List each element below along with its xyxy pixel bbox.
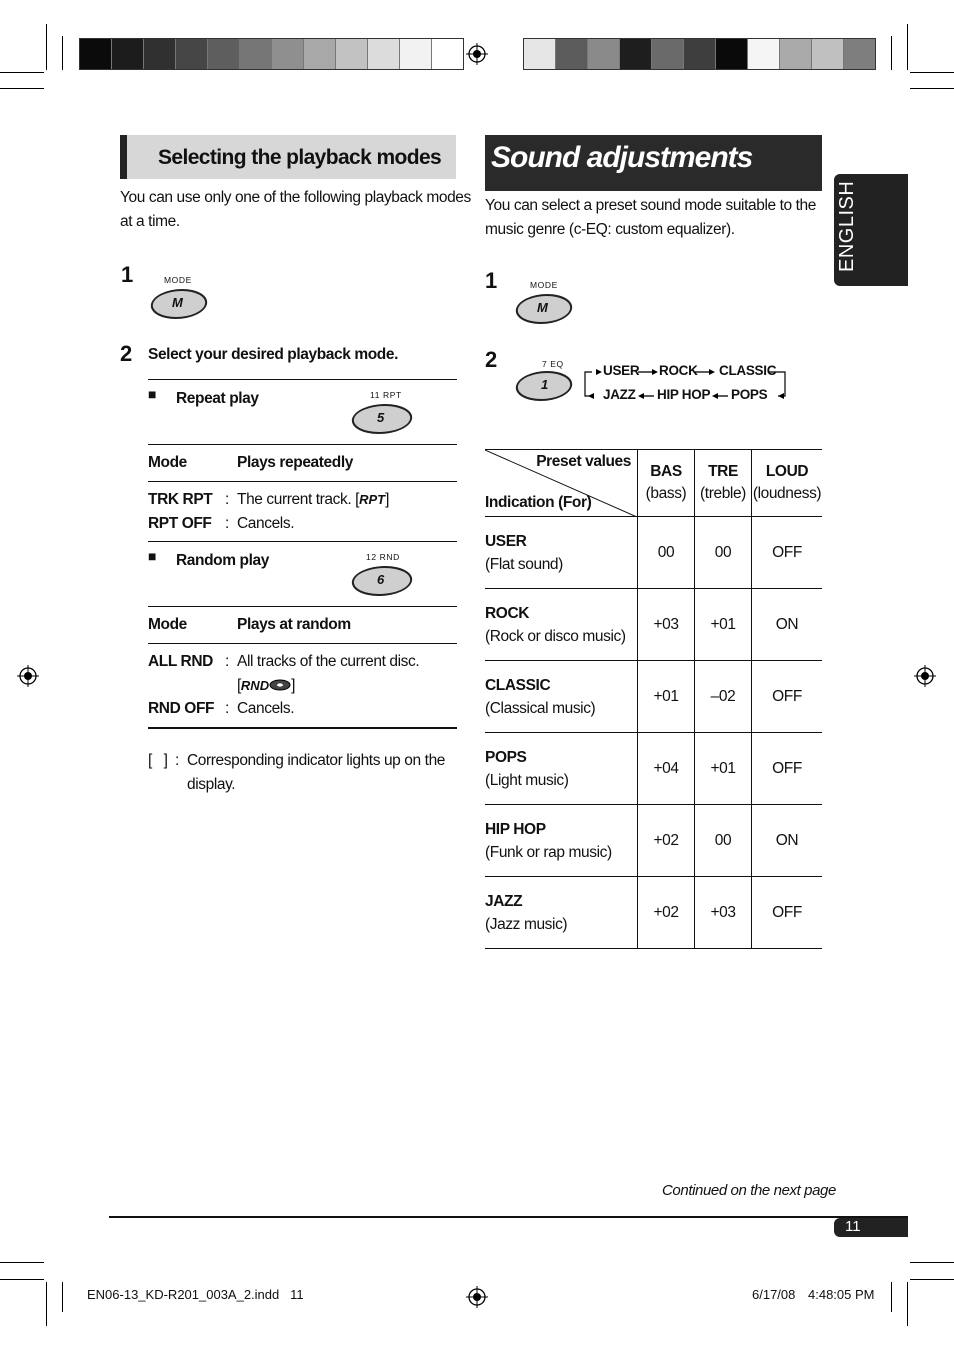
bas-value: +04 [638,733,695,805]
table-row [485,517,822,589]
mode-name: TRK RPT [148,491,213,508]
step-number: 1 [485,268,498,293]
button-caption: 11 RPT [370,390,402,400]
column-header: Plays at random [237,616,351,633]
mode-desc: Cancels. [237,515,295,532]
button-caption: 12 RND [366,552,400,562]
mode-desc: The current track. [RPT] [237,491,389,508]
color-swatch [524,39,556,69]
note-text: Corresponding indicator lights up on the display. [187,752,446,793]
page-number: 11 [845,1218,861,1235]
color-swatch [240,39,272,69]
color-swatch [716,39,748,69]
table-row [485,805,822,877]
button-caption: 7 EQ [542,359,564,369]
preset-name-cell: USER (Flat sound) [485,517,638,589]
color-swatch [812,39,844,69]
color-swatch [144,39,176,69]
tre-value: 00 [695,517,752,589]
column-header: Mode [148,616,187,633]
loud-value: OFF [772,903,802,921]
mode-name: RPT OFF [148,515,212,532]
color-swatch-bar-right [523,38,876,70]
tre-value: 00 [695,805,752,877]
button-caption: MODE [164,275,192,285]
bullet-square-icon: ■ [148,386,157,402]
rnd-indicator-line: [RND ] [237,677,296,694]
table-row [485,877,822,949]
color-swatch [556,39,588,69]
mode-name: RND OFF [148,700,215,717]
mode-desc: Cancels. [237,700,295,717]
rpt-indicator: RPT [359,492,386,507]
loud-value: OFF [772,687,802,705]
registration-mark-icon [914,665,936,687]
table-row [485,661,822,733]
color-swatch [304,39,336,69]
button-label: M [172,295,183,310]
button-label: 1 [541,377,549,392]
color-swatch [684,39,716,69]
color-swatch [368,39,400,69]
bas-value: +03 [638,589,695,661]
tre-value: +01 [695,589,752,661]
tre-value: +01 [695,733,752,805]
intro-text: You can select a preset sound mode suitable to the music genre (c-EQ: custom equalizer). [485,197,816,238]
loud-value: ON [775,831,799,849]
header-tre: TRE (treble) [695,450,752,517]
color-swatch [112,39,144,69]
registration-mark-icon [17,665,39,687]
step-number: 2 [485,347,498,372]
color-swatch [844,39,875,69]
color-swatch [588,39,620,69]
color-swatch [780,39,812,69]
column-header: Mode [148,454,187,471]
loud-value: OFF [772,759,802,777]
footer-time: 4:48:05 PM [808,1287,875,1302]
subsection-heading: Random play [176,552,269,569]
loud-value: OFF [772,543,802,561]
language-tab-label: ENGLISH [836,180,858,272]
color-swatch [208,39,240,69]
color-swatch [432,39,463,69]
button-label: M [537,300,548,315]
bas-value: +02 [638,805,695,877]
preset-name-cell: POPS (Light music) [485,733,638,805]
color-swatch [80,39,112,69]
preset-name-cell: HIP HOP (Funk or rap music) [485,805,638,877]
step-instruction: Select your desired playback mode. [148,346,399,363]
note-bracket: [ ] [148,752,168,769]
color-swatch [400,39,432,69]
step-number: 1 [121,262,134,287]
footer-date: 6/17/08 [752,1287,796,1302]
corner-cell: Preset values Indication (For) [485,450,638,517]
button-caption: MODE [530,280,558,290]
color-swatch [272,39,304,69]
footer-file: EN06-13_KD-R201_003A_2.indd 11 [87,1287,304,1302]
tre-value: –02 [695,661,752,733]
color-swatch [620,39,652,69]
preset-name-cell: CLASSIC (Classical music) [485,661,638,733]
loud-value: ON [775,615,799,633]
color-swatch [336,39,368,69]
button-label: 5 [377,410,385,425]
bas-value: +01 [638,661,695,733]
preset-name-cell: ROCK (Rock or disco music) [485,589,638,661]
tre-value: +03 [695,877,752,949]
subsection-heading: Repeat play [176,390,259,407]
section-title: Selecting the playback modes [158,146,442,169]
preset-name-cell: JAZZ (Jazz music) [485,877,638,949]
continued-note: Continued on the next page [662,1182,836,1199]
bullet-square-icon: ■ [148,548,157,564]
mode-desc: All tracks of the current disc. [237,653,420,670]
intro-text: You can use only one of the following playback modes at a time. [120,189,471,230]
header-loud: LOUD (loudness) [752,463,822,502]
color-swatch [748,39,780,69]
color-swatch [176,39,208,69]
step-number: 2 [120,341,133,366]
registration-mark-icon [466,1286,488,1308]
button-label: 6 [377,572,385,587]
disc-icon [269,679,291,691]
table-row [485,589,822,661]
sound-preset-table [485,449,822,949]
section-title: Sound adjustments [491,141,753,174]
header-bas: BAS (bass) [638,450,695,517]
mode-name: ALL RND [148,653,213,670]
rnd-indicator: RND [240,678,270,693]
column-header: Plays repeatedly [237,454,353,471]
bas-value: 00 [638,517,695,589]
color-swatch [652,39,684,69]
bas-value: +02 [638,877,695,949]
color-swatch-bar-left [79,38,464,70]
registration-mark-icon [466,43,488,65]
table-row [485,733,822,805]
